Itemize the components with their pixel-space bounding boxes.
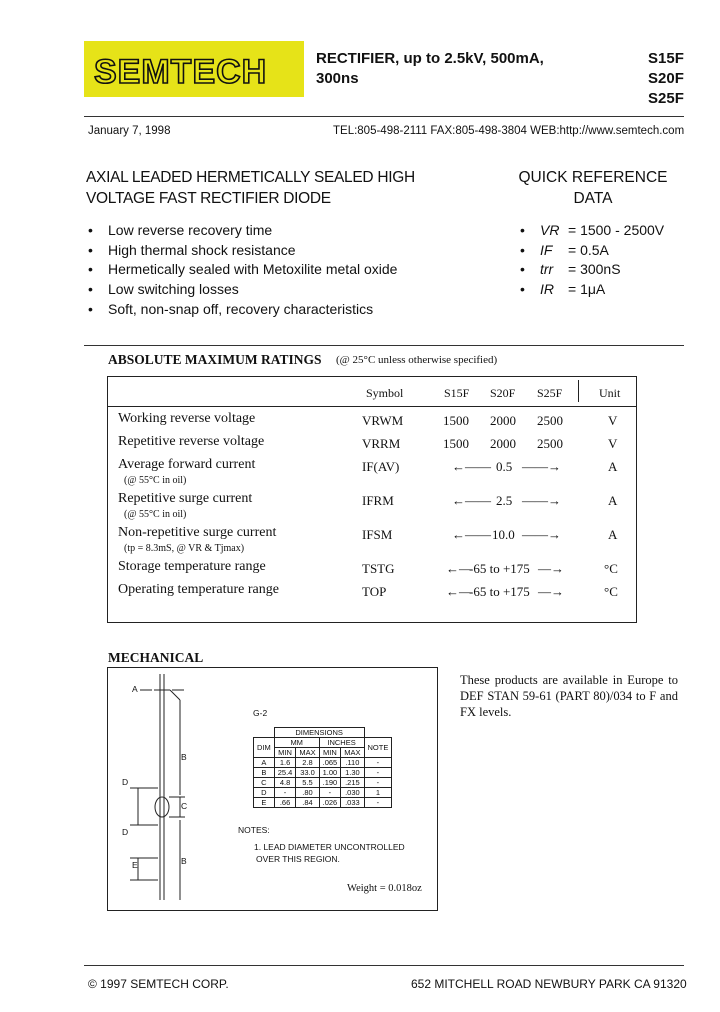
rating-value: 2000 — [490, 436, 516, 451]
product-title — [316, 49, 544, 89]
ratings-title: ABSOLUTE MAXIMUM RATINGS — [108, 352, 322, 367]
param-value: = 0.5A — [568, 241, 609, 258]
rating-param: Non-repetitive surge current — [118, 525, 277, 540]
dim-label: A — [132, 684, 138, 694]
quick-reference-line2: DATA — [573, 190, 613, 207]
rating-value: -65 to +175 — [469, 561, 530, 576]
dim-cell: - — [364, 758, 392, 768]
note-header: NOTE — [364, 738, 392, 758]
rating-unit: A — [608, 459, 618, 474]
param-value: = 300nS — [568, 261, 621, 278]
col-header-s20f: S20F — [490, 386, 516, 400]
address: 652 MITCHELL ROAD NEWBURY PARK CA 91320 — [411, 977, 687, 991]
part-numbers — [648, 49, 684, 109]
dim-cell: - — [364, 778, 392, 788]
rating-value: 2000 — [490, 413, 516, 428]
min-header: MIN — [319, 748, 341, 758]
rating-param: Repetitive reverse voltage — [118, 434, 265, 449]
rating-value: 2500 — [537, 413, 563, 428]
dim-cell: - — [364, 768, 392, 778]
quick-reference-title — [508, 167, 678, 209]
dim-cell: .66 — [274, 798, 296, 808]
rating-symbol: TOP — [362, 584, 387, 599]
document-date: January 7, 1998 — [88, 125, 171, 137]
weight: Weight = 0.018oz — [347, 883, 422, 894]
dim-cell: 1 — [364, 788, 392, 798]
dim-cell: .026 — [319, 798, 341, 808]
rating-value: 10.0 — [492, 527, 515, 542]
list-item: • High thermal shock resistance — [88, 241, 397, 261]
rating-unit: A — [608, 527, 618, 542]
rating-param: Working reverse voltage — [118, 411, 256, 426]
rating-value: 2.5 — [496, 493, 513, 508]
dim-cell: 1.30 — [341, 768, 364, 778]
arrow-right: —→ — [538, 584, 564, 599]
list-item: • Low switching losses — [88, 280, 397, 300]
ratings-header-rule — [107, 406, 637, 407]
rating-value: -65 to +175 — [469, 584, 530, 599]
rating-param: Average forward current — [118, 457, 256, 472]
dim-label: D — [122, 777, 129, 787]
feature-list — [88, 221, 397, 320]
dim-cell: .80 — [296, 788, 319, 798]
col-header-s15f: S15F — [444, 386, 470, 400]
arrow-right: ——→ — [522, 459, 561, 474]
dim-cell: .84 — [296, 798, 319, 808]
dim-cell: A — [254, 758, 275, 768]
param-symbol: IF — [540, 241, 553, 258]
part-number: S15F — [648, 50, 684, 67]
rating-symbol: IFSM — [362, 527, 393, 542]
list-item: • Low reverse recovery time — [88, 221, 397, 241]
dim-cell: B — [254, 768, 275, 778]
arrow-left: ←—— — [452, 459, 491, 474]
arrow-left: ←—— — [452, 527, 491, 542]
dim-cell: - — [319, 788, 341, 798]
package-name: G-2 — [253, 708, 268, 718]
mm-header: MM — [274, 738, 319, 748]
rating-symbol: VRWM — [362, 413, 404, 428]
min-header: MIN — [274, 748, 296, 758]
dim-cell: .110 — [341, 758, 364, 768]
rating-value: 0.5 — [496, 459, 513, 474]
dim-cell: - — [364, 798, 392, 808]
rating-value: 2500 — [537, 436, 563, 451]
list-item — [520, 221, 664, 241]
footer-rule — [84, 965, 684, 966]
rating-param: Repetitive surge current — [118, 491, 253, 506]
contact-info: TEL:805-498-2111 FAX:805-498-3804 WEB:http://www.semtech.com — [333, 125, 685, 137]
dim-cell: C — [254, 778, 275, 788]
device-description — [86, 167, 446, 209]
table-row — [254, 778, 392, 788]
param-symbol: IR — [540, 281, 554, 298]
rating-unit: °C — [604, 584, 618, 599]
max-header: MAX — [341, 748, 364, 758]
dim-cell: 5.5 — [296, 778, 319, 788]
rating-symbol: IFRM — [362, 493, 394, 508]
arrow-left: ←— — [446, 584, 472, 599]
rating-symbol: VRRM — [362, 436, 401, 451]
arrow-right: —→ — [538, 561, 564, 576]
dim-cell: D — [254, 788, 275, 798]
arrow-right: ——→ — [522, 527, 561, 542]
product-title-line1: RECTIFIER, up to 2.5kV, 500mA, — [316, 50, 544, 67]
dim-header: DIM — [254, 738, 275, 758]
rating-value: 1500 — [443, 413, 469, 428]
dim-cell: 4.8 — [274, 778, 296, 788]
dim-cell: 25.4 — [274, 768, 296, 778]
col-header-s25f: S25F — [537, 386, 563, 400]
param-symbol: trr — [540, 261, 554, 278]
rating-unit: V — [608, 436, 618, 451]
dim-title: DIMENSIONS — [274, 728, 364, 738]
table-row — [254, 768, 392, 778]
table-row — [254, 798, 392, 808]
rating-condition: (@ 55°C in oil) — [124, 475, 187, 486]
quick-reference-line1: QUICK REFERENCE — [518, 169, 668, 186]
list-item — [520, 241, 664, 261]
part-number: S20F — [648, 70, 684, 87]
dim-cell: .065 — [319, 758, 341, 768]
rating-unit: V — [608, 413, 618, 428]
list-item — [520, 260, 664, 280]
dim-cell: .030 — [341, 788, 364, 798]
availability-note: These products are available in Europe to DEF STAN 59-61 (PART 80)/034 to F and FX levels. — [460, 673, 678, 719]
rating-condition: (@ 55°C in oil) — [124, 509, 187, 520]
col-divider — [578, 380, 579, 402]
param-value: = 1500 - 2500V — [568, 222, 665, 238]
product-title-line2: 300ns — [316, 70, 359, 87]
dim-cell: E — [254, 798, 275, 808]
dim-label: B — [181, 856, 187, 866]
dim-label: E — [132, 860, 138, 870]
rating-symbol: TSTG — [362, 561, 395, 576]
table-row — [254, 758, 392, 768]
list-item: • Soft, non-snap off, recovery characteristics — [88, 300, 397, 320]
rating-condition: (tp = 8.3mS, @ VR & Tjmax) — [124, 543, 245, 554]
header-rule — [84, 116, 684, 117]
arrow-left: ←—— — [452, 493, 491, 508]
rating-value: 1500 — [443, 436, 469, 451]
list-item: • Hermetically sealed with Metoxilite metal oxide — [88, 260, 397, 280]
inches-header: INCHES — [319, 738, 364, 748]
table-row — [254, 788, 392, 798]
section-rule — [84, 345, 684, 346]
arrow-left: ←— — [446, 561, 472, 576]
dimensions-table — [253, 727, 392, 808]
dim-cell: 2.8 — [296, 758, 319, 768]
dim-cell: .190 — [319, 778, 341, 788]
col-header-symbol: Symbol — [366, 386, 404, 400]
dim-label: B — [181, 752, 187, 762]
param-value: = 1μA — [568, 281, 606, 298]
quick-reference-list — [520, 221, 664, 300]
dim-cell: 1.6 — [274, 758, 296, 768]
company-logo: SEMTECH — [94, 53, 268, 91]
dim-cell: .215 — [341, 778, 364, 788]
mechanical-title: MECHANICAL — [108, 650, 204, 665]
arrow-right: ——→ — [522, 493, 561, 508]
dim-cell: .033 — [341, 798, 364, 808]
rating-param: Operating temperature range — [118, 582, 279, 597]
note-1-line2: OVER THIS REGION. — [256, 854, 340, 864]
rating-symbol: IF(AV) — [362, 459, 400, 474]
description-line1: AXIAL LEADED HERMETICALLY SEALED HIGH — [86, 169, 415, 186]
max-header: MAX — [296, 748, 319, 758]
dim-cell: 33.0 — [296, 768, 319, 778]
param-symbol: VR — [540, 222, 560, 238]
rating-unit: °C — [604, 561, 618, 576]
part-number: S25F — [648, 90, 684, 107]
col-header-unit: Unit — [599, 386, 621, 400]
list-item — [520, 280, 664, 300]
dim-cell: 1.00 — [319, 768, 341, 778]
description-line2: VOLTAGE FAST RECTIFIER DIODE — [86, 190, 331, 207]
dim-label: D — [122, 827, 129, 837]
copyright: © 1997 SEMTECH CORP. — [88, 977, 229, 991]
rating-param: Storage temperature range — [118, 559, 266, 574]
diode-outline-drawing — [110, 670, 250, 908]
dim-label: C — [181, 801, 188, 811]
note-1-line1: 1. LEAD DIAMETER UNCONTROLLED — [254, 842, 405, 852]
ratings-note: (@ 25°C unless otherwise specified) — [336, 354, 498, 366]
rating-unit: A — [608, 493, 618, 508]
notes-label: NOTES: — [238, 825, 270, 835]
dim-cell: - — [274, 788, 296, 798]
